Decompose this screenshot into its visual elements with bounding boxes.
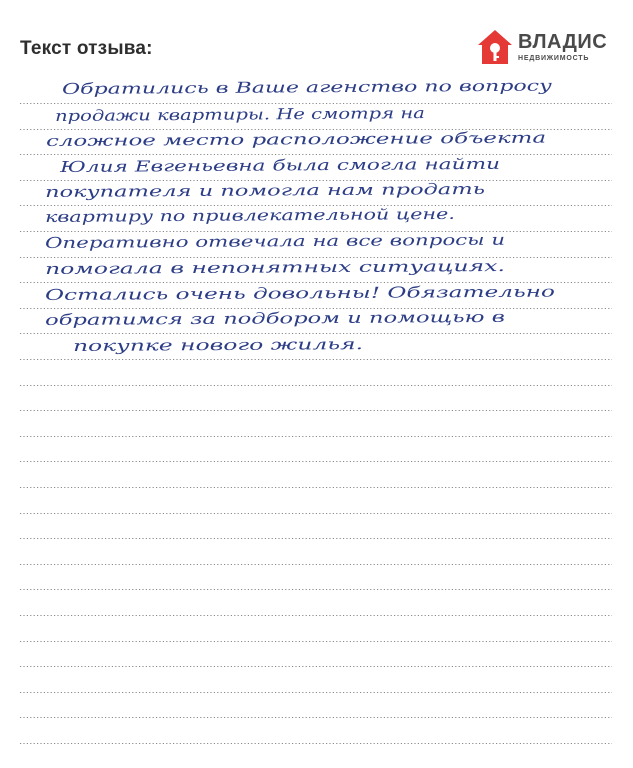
page-title: Текст отзыва: bbox=[20, 38, 153, 59]
review-line: Обратились в Ваше агенство по вопросу bbox=[61, 76, 553, 98]
review-line: обратимся за подбором и помощью в bbox=[44, 307, 505, 329]
review-line: квартиру по привлекательной цене. bbox=[44, 204, 455, 226]
brand-name: ВЛАДИС bbox=[518, 31, 608, 53]
review-line: продажи квартиры. Не смотря на bbox=[54, 104, 425, 125]
review-line: покупке нового жилья. bbox=[72, 335, 364, 355]
review-line: помогала в непонятных ситуациях. bbox=[44, 256, 505, 278]
review-line: Оперативно отвечала на все вопросы и bbox=[44, 230, 506, 252]
review-line: Юлия Евгеньевна была смогла найти bbox=[59, 154, 501, 176]
brand-subtitle: НЕДВИЖИМОСТЬ bbox=[518, 55, 590, 62]
review-line: сложное место расположение объекта bbox=[45, 128, 547, 150]
review-line: Остались очень довольны! Обязательно bbox=[44, 282, 556, 304]
review-line: покупателя и помогла нам продать bbox=[44, 179, 486, 201]
